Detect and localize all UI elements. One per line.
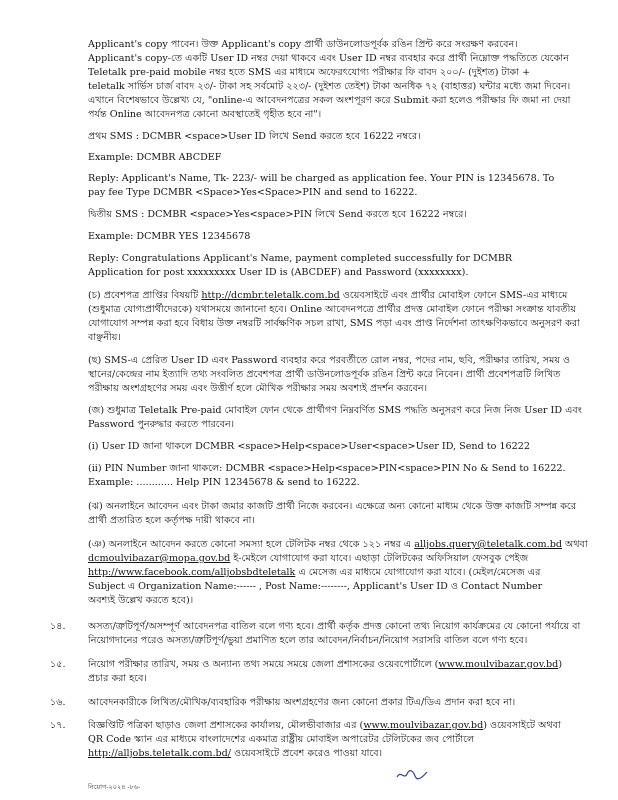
second-sms-reply: Reply: Congratulations Applicant's Name, payment completed successfully for DCMBR: [88, 253, 513, 264]
admit-card-paragraph: [88, 289, 608, 302]
text-line: যোগাযোগ সম্পন্ন করা হবে বিধায় উক্ত নম্বরটি সার্বক্ষণিক সচল রাখা, SMS পড়া এবং প্রাপ্ত নির্দেশনা তাৎক্ষণিকভাবে অনুসরণ করা: [88, 318, 580, 329]
contact-line: [88, 552, 608, 565]
first-sms-example: Example: DCMBR ABCDEF: [88, 152, 222, 163]
footer-code: নিয়োগ-২০২৪ -৮৬-: [88, 783, 141, 791]
text-line: (জ) শুধুমাত্র Teletalk Pre-paid মোবাইল ফোন থেকে প্রার্থীগণ নিম্নবর্ণিত SMS পদ্ধতি অনুসরণ করে নিজ নিজ User ID এবং: [88, 405, 582, 416]
text-line: [88, 747, 608, 760]
text-line: প্রার্থী প্রতারিত হলে কর্তৃপক্ষ দায়ী থাকবে না।: [88, 515, 255, 526]
text-segment: বিজ্ঞপ্তিটি পত্রিকা ছাড়াও জেলা প্রশাসকের কার্যালয়, মৌলভীবাজার এর (: [88, 720, 364, 731]
second-sms-instruction: দ্বিতীয় SMS : DCMBR <space>Yes<space>PIN লিখে Send করতে হবে 16222 নম্বরে।: [88, 209, 467, 220]
moulvibazar-website-link[interactable]: www.moulvibazar.gov.bd: [363, 720, 484, 731]
text-segment: ): [558, 659, 563, 670]
moulvibazar-website-link[interactable]: www.moulvibazar.gov.bd: [438, 659, 559, 670]
user-id-recovery: (i) User ID জানা থাকলে DCMBR <space>Help<space>User<space>User ID, Send to 16222: [88, 441, 530, 452]
text-line: নিয়োগদানের পরেও অসত্য/ত্রুটিপূর্ণ/ভুয়া প্রমাণিত হলে তার আবেদন/নির্বাচন/নিয়োগ সরাসরি বাতিল বলে গণ্য হবে।: [88, 635, 528, 646]
text-line: [88, 658, 608, 671]
text-segment: (ঞ) অনলাইনে আবেদন করতে কোনো সমস্যা হলে টেলিটক নম্বর থেকে ১২১ নম্বর এ: [88, 539, 412, 550]
text-segment: অথবা: [561, 539, 588, 550]
text-line: teletalk সার্ভিস চার্জ বাবদ ২৩/- টাকা সহ সর্বমোট ২২৩/- (দুইশত তেইশ) টাকা অনধিক ৭২ (বাহাত্তর) ঘন্টার মধ্যে জমা দিবেন।: [88, 81, 571, 92]
text-line: Subject এ Organization Name:------ , Post Name:--------, Applicant's User ID ও Contact Number: [88, 581, 543, 592]
signature: [395, 768, 429, 782]
text-line: (ছ) SMS-এ প্রেরিত User ID এবং Password ব্যবহার করে পরবর্তীতে রোল নম্বর, পদের নাম, ছবি, পরীক্ষার তারিখ, সময় ও: [88, 355, 571, 366]
text-segment: ওয়েবসাইটে এবং প্রার্থীর মোবাইল ফোনে SMS-এর মাধ্যমে: [339, 290, 568, 301]
text-line: বাঞ্ছনীয়।: [88, 332, 121, 343]
text-line: পরীক্ষায় অংশগ্রহণের সময় এবং উত্তীর্ণ হলে মৌখিক পরীক্ষার সময় অবশ্যই প্রদর্শন করবেন।: [88, 383, 428, 394]
alljobs-email-link[interactable]: alljobs.query@teletalk.com.bd: [414, 539, 562, 550]
pin-recovery-example: Example: ............ Help PIN 12345678 & send to 16222.: [88, 477, 360, 488]
alljobs-website-link[interactable]: http://alljobs.teletalk.com.bd/: [88, 748, 232, 759]
text-segment: এ মেসেজ এর মাধ্যমে যোগাযোগ করা যাবে। (মেইল/মেসেজ এর: [295, 567, 541, 578]
text-segment: ওয়েবসাইটে প্রবেশ করেও পাওয়া যাবে।: [231, 748, 383, 759]
text-line: আবেদনকারীকে লিখিত/মৌখিক/ব্যবহারিক পরীক্ষায় অংশগ্রহণের জন্য কোনো প্রকার টিএ/ডিএ প্রদান করা হবে না।: [88, 697, 516, 708]
text-line: [88, 719, 608, 732]
facebook-link[interactable]: http://www.facebook.com/alljobsbdteletalk: [88, 567, 296, 578]
first-sms-reply: pay fee Type DCMBR <Space>Yes<Space>PIN and send to 16222.: [88, 187, 418, 198]
item-label: (চ) প্রবেশপত্র প্রাপ্তির বিষয়টি: [88, 290, 199, 301]
text-line: অবশ্যই উল্লেখ করতে হবে)।: [88, 595, 194, 606]
text-line: প্রচার করা হবে।: [88, 673, 147, 684]
text-line: QR Code স্ক্যান এর মাধ্যমে বাংলাদেশের একমাত্র রাষ্ট্রীয় মোবাইল অপারেটর টেলিটকের জব পোর্টালে: [88, 734, 475, 745]
text-segment: ই-মেইলে যোগাযোগ করা যাবে। এছাড়া টেলিটকের অফিসিয়াল ফেসবুক পেইজ: [230, 553, 529, 564]
item-number: ১৪.: [50, 621, 66, 632]
text-line: অসত্য/ত্রুটিপূর্ণ/অসম্পূর্ণ আবেদনপত্র বাতিল বলে গণ্য হবে। প্রার্থী কর্তৃক প্রদত্ত কোনো তথ্য নিয়োগ কার্যক্রমের যে কোনো পর্যায়ে বা: [88, 621, 581, 632]
dc-email-link[interactable]: dcmoulvibazar@mopa.gov.bd: [88, 553, 231, 564]
text-line: (শুধুমাত্র যোগ্যপ্রার্থীদেরকে) যথাসময়ে জানানো হবে। Online আবেদনপত্রে প্রার্থীর প্রদত্ত মোবাইল ফোনে পরীক্ষা সংক্রান্ত যাবতীয়: [88, 304, 577, 315]
text-line: Applicant's copy-তে একটি User ID নম্বর দেয়া থাকবে এবং User ID নম্বর ব্যবহার করে প্রার্থী নিম্নোক্ত পদ্ধতিতে যেকোন: [88, 53, 569, 64]
text-line: এখানে বিশেষভাবে উল্লেখ্য যে, "online-এ আবেদনপত্রের সকল অংশপূরণ করে Submit করা হলেও পরীক্ষার ফি জমা না দেয়া: [88, 95, 571, 106]
text-line: (ঝ) অনলাইনে আবেদন এবং টাকা জমার কাজটি প্রার্থী নিজে করবেন। এক্ষেত্রে অন্য কোনো মাধ্যম থেকে উক্ত কাজটি সম্পন্ন করে: [88, 501, 577, 512]
first-sms-instruction: প্রথম SMS : DCMBR <space>User ID লিখে Send করতে হবে 16222 নম্বরে।: [88, 131, 421, 142]
item-number: ১৬.: [50, 697, 66, 708]
first-sms-reply: Reply: Applicant's Name, Tk- 223/- will be charged as application fee. Your PIN is 12345678. To: [88, 173, 555, 184]
text-line: Password পুনরুদ্ধার করতে পারবেন।: [88, 419, 235, 430]
text-line: Applicant's copy পাবেন। উক্ত Applicant's copy প্রার্থী ডাউনলোডপূর্বক রঙিন প্রিন্ট করে সংরক্ষণ করবেন।: [88, 39, 518, 50]
text-line: স্থানের/কেন্দ্রের নাম ইত্যাদি তথ্য সংবলিত প্রবেশপত্র প্রার্থী ডাউনলোডপূর্বক রঙিন প্রিন্ট করে নিবেন। প্রার্থী প্রবেশপত্রটি লিখিত: [88, 369, 561, 380]
dcmbr-website-link[interactable]: http://dcmbr.teletalk.com.bd: [201, 290, 340, 301]
text-line: পর্যন্ত Online আবেদনপত্র কোনো অবস্থাতেই গৃহীত হবে না"।: [88, 109, 322, 120]
item-number: ১৫.: [50, 659, 66, 670]
second-sms-reply: Application for post xxxxxxxxx User ID is (ABCDEF) and Password (xxxxxxxx).: [88, 267, 469, 278]
contact-line: [88, 566, 608, 579]
contact-line: [88, 538, 608, 551]
pin-recovery: (ii) PIN Number জানা থাকলে: DCMBR <space>Help<space>PIN<space>PIN No & Send to 16222.: [88, 463, 566, 474]
text-segment: ) ওয়েবসাইটে অথবা: [483, 720, 561, 731]
second-sms-example: Example: DCMBR YES 12345678: [88, 231, 251, 242]
text-line: Teletalk pre-paid mobile নম্বর হতে SMS এর মাধ্যমে অফেরৎযোগ্য পরীক্ষার ফি বাবদ ২০০/- (দুইশত) টাকা +: [88, 67, 531, 78]
item-number: ১৭.: [50, 720, 66, 731]
text-segment: নিয়োগ পরীক্ষার তারিখ, সময় ও অন্যান্য তথ্য সময়ে সময়ে জেলা প্রশাসকের ওয়েবপোর্টালে (: [88, 659, 439, 670]
